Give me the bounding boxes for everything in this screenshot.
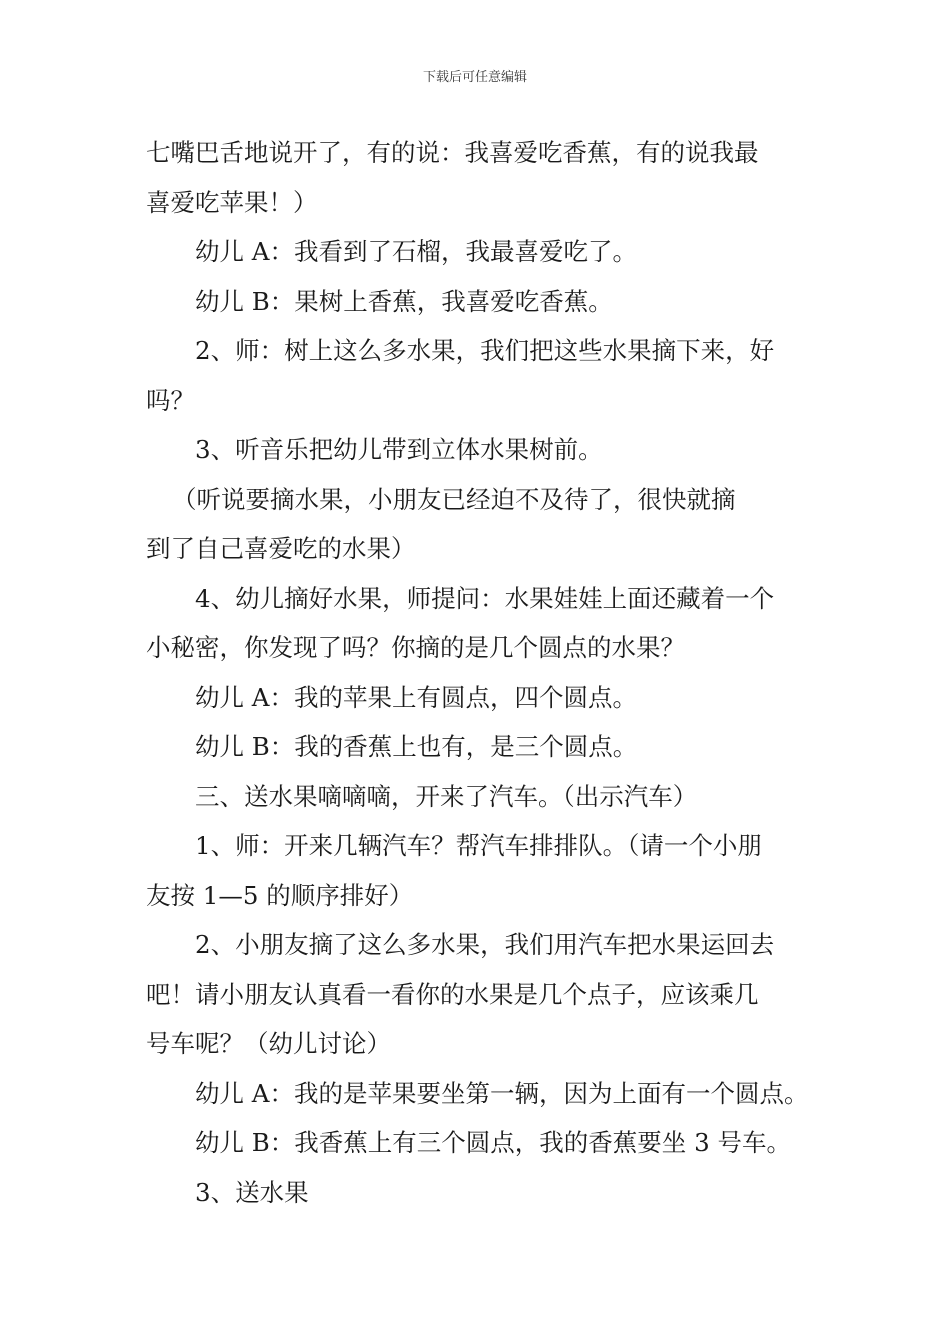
text-line: 友按 1—5 的顺序排好） xyxy=(146,880,414,910)
text-line: 号车呢？（幼儿讨论） xyxy=(146,1029,391,1058)
text-line: 2、师：树上这么多水果，我们把这些水果摘下来，好 xyxy=(195,336,775,365)
text-line: 到了自己喜爱吃的水果） xyxy=(146,534,416,563)
text-line: 三、送水果嘀嘀嘀，开来了汽车。（出示汽车） xyxy=(195,781,698,811)
text-line: 幼儿 B：我香蕉上有三个圆点，我的香蕉要坐 3 号车。 xyxy=(195,1128,791,1157)
text-line: 1、师：开来几辆汽车？帮汽车排排队。（请一个小朋 xyxy=(195,831,762,860)
text-line: （听说要摘水果，小朋友已经迫不及待了，很快就摘 xyxy=(172,484,736,514)
text-line: 喜爱吃苹果！） xyxy=(146,187,318,217)
text-line: 吗？ xyxy=(146,385,195,415)
page-header: 下载后可任意编辑 xyxy=(422,70,527,85)
text-line: 小秘密，你发现了吗？你摘的是几个圆点的水果？ xyxy=(146,633,685,662)
text-line: 幼儿 B：果树上香蕉，我喜爱吃香蕉。 xyxy=(195,286,613,316)
document-body xyxy=(146,128,810,1217)
text-line: 七嘴巴舌地说开了，有的说：我喜爱吃香蕉，有的说我最 xyxy=(146,138,759,167)
text-line: 幼儿 A：我的苹果上有圆点，四个圆点。 xyxy=(195,682,637,712)
text-line: 3、听音乐把幼儿带到立体水果树前。 xyxy=(195,435,603,464)
text-line: 幼儿 A：我看到了石榴，我最喜爱吃了。 xyxy=(195,237,637,266)
text-line: 幼儿 B：我的香蕉上也有，是三个圆点。 xyxy=(195,732,638,761)
text-line: 2、小朋友摘了这么多水果，我们用汽车把水果运回去 xyxy=(195,930,775,959)
text-line: 3、送水果 xyxy=(195,1177,309,1207)
text-line: 幼儿 A：我的是苹果要坐第一辆，因为上面有一个圆点。 xyxy=(195,1078,809,1108)
text-line: 4、幼儿摘好水果，师提问：水果娃娃上面还藏着一个 xyxy=(195,583,775,613)
text-line: 吧！请小朋友认真看一看你的水果是几个点子，应该乘几 xyxy=(146,979,759,1009)
